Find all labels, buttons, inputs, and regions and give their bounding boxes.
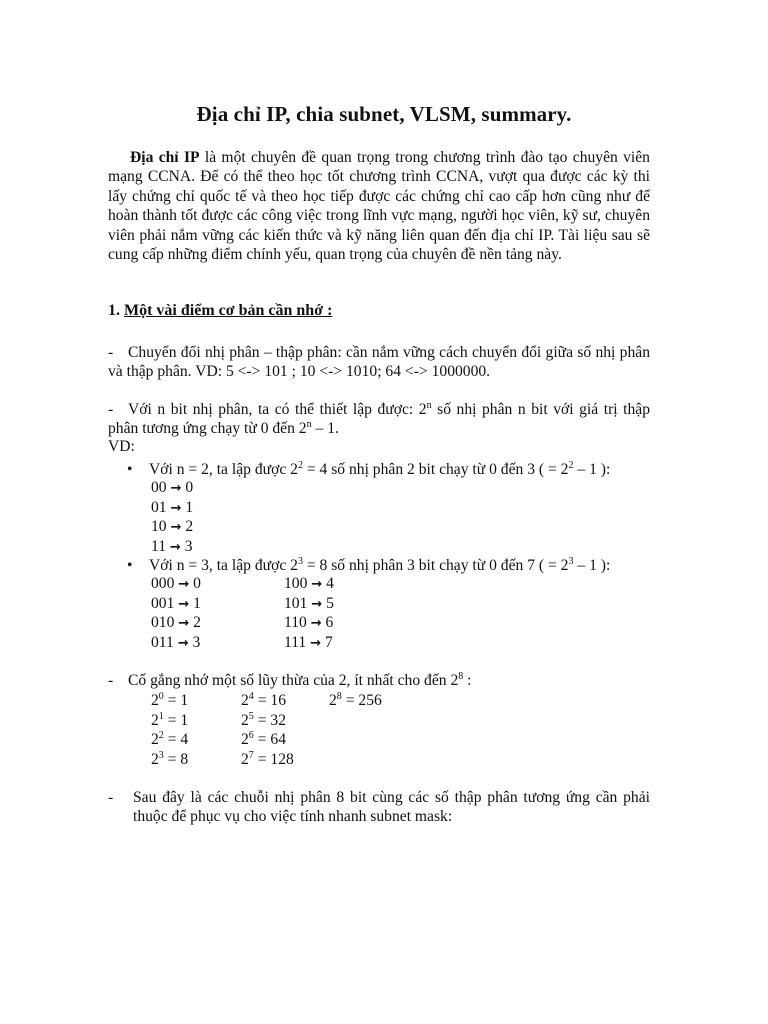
arrow-right-icon: → <box>310 635 322 651</box>
power-equals: = <box>163 750 181 768</box>
power-base: 2 <box>241 711 249 729</box>
superscript: 2 <box>568 460 574 471</box>
superscript: 3 <box>297 556 303 567</box>
point-subnet-mask-text: Sau đây là các chuỗi nhị phân 8 bit cùng các số thập phân tương ứng cần phải thuộc để phục vụ cho việc tính nhanh subnet mask: <box>133 789 650 826</box>
power-value: 256 <box>358 692 382 709</box>
power-cell <box>241 750 329 770</box>
power-equals: = <box>253 711 271 729</box>
bullet-n2 <box>127 460 610 479</box>
power-cell <box>329 691 382 711</box>
bullet-icon: • <box>127 557 133 574</box>
superscript: 2 <box>297 460 303 471</box>
power-cell <box>151 691 241 711</box>
decimal-value: 6 <box>325 614 334 632</box>
power-exponent: 0 <box>158 691 164 702</box>
decimal-value: 0 <box>185 479 194 496</box>
power-value: 64 <box>270 731 286 749</box>
intro-bold-lead: Địa chỉ IP <box>130 149 200 166</box>
decimal-value: 1 <box>193 594 201 612</box>
arrow-right-icon: → <box>311 596 323 612</box>
power-equals: = <box>253 731 271 749</box>
powers-row <box>151 750 382 770</box>
power-base: 2 <box>329 692 337 709</box>
decimal-value: 2 <box>193 614 201 632</box>
mapping-row <box>151 498 193 518</box>
superscript: 8 <box>458 671 464 682</box>
decimal-value: 2 <box>185 518 194 536</box>
arrow-right-icon: → <box>178 616 190 632</box>
power-equals: = <box>163 731 181 749</box>
decimal-value: 3 <box>184 537 193 555</box>
binary-value: 10 <box>151 518 167 536</box>
arrow-right-icon: → <box>178 577 190 592</box>
superscript: n <box>426 400 432 411</box>
power-base: 2 <box>241 750 249 768</box>
point-subnet-mask <box>108 788 650 827</box>
dash-marker: - <box>108 672 114 689</box>
arrow-right-icon: → <box>170 520 182 536</box>
mapping-2bit <box>151 478 193 556</box>
powers-row <box>151 730 382 750</box>
power-cell <box>151 711 241 731</box>
power-value: 16 <box>270 692 286 709</box>
mapping-row <box>151 574 334 594</box>
point-n-bit-text-3: – 1. <box>311 420 339 438</box>
arrow-right-icon: → <box>177 635 189 651</box>
arrow-right-icon: → <box>170 481 182 496</box>
bullet-n3-text-3: – 1 ): <box>573 557 611 574</box>
point-binary-decimal-text: Chuyển đổi nhị phân – thập phân: cần nắm vững cách chuyển đổi giữa số nhị phân và thập phân. VD: 5 <-> 101 ; 10 <-> 1010; 64 <-> 1000000. <box>108 344 650 381</box>
binary-value: 000 <box>151 575 175 592</box>
power-value: 128 <box>270 750 294 768</box>
power-cell <box>241 711 329 731</box>
arrow-right-icon: → <box>310 616 322 632</box>
power-exponent: 7 <box>248 749 254 761</box>
mapping-row <box>151 517 193 537</box>
power-cell <box>151 730 241 750</box>
point-n-bit <box>108 400 650 439</box>
power-exponent: 8 <box>336 691 342 702</box>
bullet-n3-text-1: Với n = 3, ta lập được 2 <box>149 557 298 574</box>
bullet-icon: • <box>127 461 133 478</box>
power-exponent: 3 <box>158 749 164 761</box>
powers-row <box>151 711 382 731</box>
power-cell <box>241 730 329 750</box>
decimal-value: 5 <box>326 594 334 612</box>
arrow-right-icon: → <box>311 577 323 592</box>
bullet-n2-text-1: Với n = 2, ta lập được 2 <box>149 461 298 478</box>
power-base: 2 <box>241 692 249 709</box>
powers-row <box>151 691 382 711</box>
power-value: 1 <box>180 711 189 729</box>
power-equals: = <box>253 692 271 709</box>
intro-text: là một chuyên đề quan trọng trong chương trình đào tạo chuyên viên mạng CCNA. Để có thể theo học tốt chương trình CCNA, vượt qua được các kỳ thi lấy chứng chỉ quốc tế và theo học tiếp được các chứng chỉ cao cấp hơn cũng như để hoàn thành tốt được các công việc trong lĩnh vực mạng, người học viên, kỹ sư, chuyên viên phải nắm vững các kiến thức và kỹ năng liên quan đến địa chỉ IP. Tài liệu sau sẽ cung cấp những điểm chính yếu, quan trọng của chuyên đề nền tảng này. <box>108 149 650 264</box>
power-base: 2 <box>241 731 249 749</box>
power-cell <box>241 691 329 711</box>
bullet-n3-text-2: = 8 số nhị phân 3 bit chạy từ 0 đến 7 ( = 2 <box>302 557 569 574</box>
decimal-value: 3 <box>192 633 201 651</box>
dash-marker: - <box>108 344 114 361</box>
mapping-3bit <box>151 574 334 652</box>
binary-value: 110 <box>284 614 307 632</box>
point-binary-decimal <box>108 343 650 382</box>
mapping-row <box>151 537 193 557</box>
power-cell <box>151 750 241 770</box>
binary-value: 11 <box>151 537 167 555</box>
bullet-n2-text-2: = 4 số nhị phân 2 bit chạy từ 0 đến 3 ( = 2 <box>302 461 569 478</box>
mapping-row <box>151 613 334 633</box>
decimal-value: 4 <box>326 575 334 592</box>
dash-marker: - <box>108 789 114 806</box>
mapping-row <box>151 594 334 614</box>
mapping-row <box>151 633 334 653</box>
powers-of-two-table <box>151 691 382 769</box>
decimal-value: 0 <box>193 575 201 592</box>
power-exponent: 6 <box>248 730 254 742</box>
power-exponent: 1 <box>158 710 164 722</box>
power-equals: = <box>163 692 181 709</box>
power-value: 32 <box>270 711 286 729</box>
power-equals: = <box>253 750 271 768</box>
intro-paragraph <box>108 148 650 264</box>
power-value: 1 <box>180 692 189 709</box>
binary-value: 011 <box>151 633 174 651</box>
section-1-heading <box>108 302 332 320</box>
binary-value: 010 <box>151 614 175 632</box>
power-base: 2 <box>151 750 159 768</box>
binary-value: 111 <box>284 633 307 651</box>
binary-value: 100 <box>284 575 308 592</box>
binary-value: 01 <box>151 498 167 516</box>
binary-value: 001 <box>151 594 175 612</box>
arrow-right-icon: → <box>170 500 182 516</box>
binary-value: 101 <box>284 594 308 612</box>
power-base: 2 <box>151 731 159 749</box>
document-title: Địa chỉ IP, chia subnet, VLSM, summary. <box>196 102 572 126</box>
power-exponent: 4 <box>248 691 254 702</box>
arrow-right-icon: → <box>178 596 190 612</box>
power-equals: = <box>163 711 181 729</box>
power-base: 2 <box>151 692 159 709</box>
bullet-n3 <box>127 556 610 575</box>
section-1-number: 1. <box>108 302 124 319</box>
point-powers-of-two <box>108 671 650 690</box>
power-exponent: 2 <box>158 730 164 742</box>
power-value: 8 <box>180 750 189 768</box>
power-equals: = <box>341 692 359 709</box>
mapping-row <box>151 478 193 498</box>
superscript: n <box>306 419 312 431</box>
point-powers-text-1: Cố gắng nhớ một số lũy thừa của 2, ít nhất cho đến 2 <box>128 672 459 689</box>
power-base: 2 <box>151 711 159 729</box>
binary-value: 00 <box>151 479 167 496</box>
point-n-bit-text-1: Với n bit nhị phân, ta có thể thiết lập được: 2 <box>128 401 427 418</box>
superscript: 3 <box>568 556 574 567</box>
arrow-right-icon: → <box>169 539 181 555</box>
power-value: 4 <box>180 731 189 749</box>
decimal-value: 7 <box>324 633 333 651</box>
point-n-bit-text-2: số nhị phân n bit với giá trị thập phân tương ứng chạy từ 0 đến 2 <box>108 401 650 438</box>
dash-marker: - <box>108 401 114 418</box>
power-exponent: 5 <box>248 710 254 722</box>
bullet-n2-text-3: – 1 ): <box>573 461 611 478</box>
point-powers-text-2: : <box>463 672 472 689</box>
example-label: VD: <box>108 438 135 455</box>
section-1-title: Một vài điểm cơ bản cần nhớ : <box>124 302 333 319</box>
decimal-value: 1 <box>185 498 194 516</box>
